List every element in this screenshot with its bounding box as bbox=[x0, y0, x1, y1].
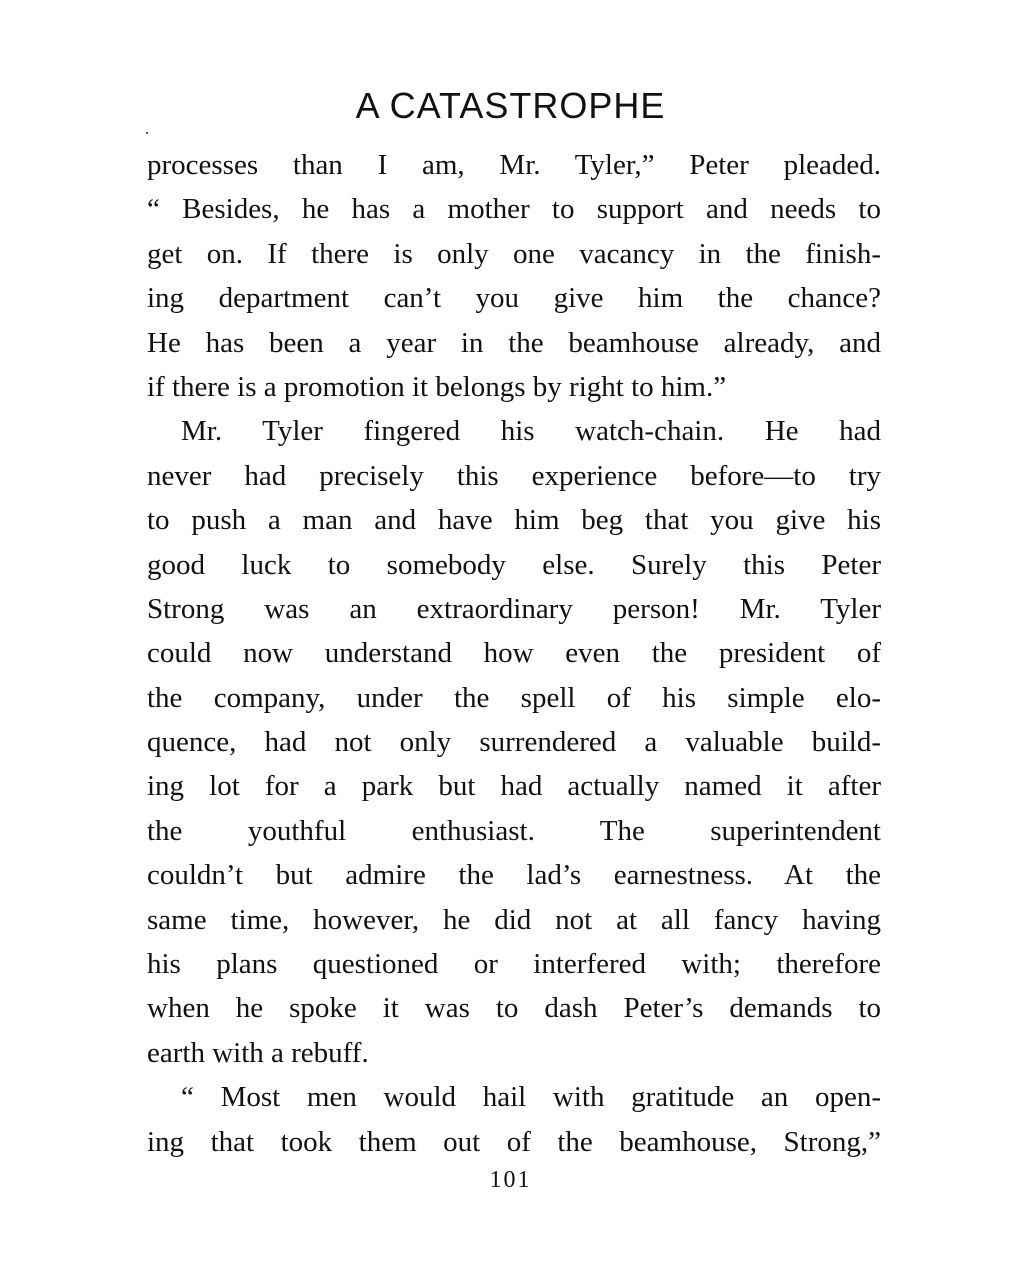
text-line: “ Most men would hail with gratitude an open- bbox=[181, 1081, 881, 1114]
text-line: get on. If there is only one vacancy in the finish- bbox=[147, 237, 881, 270]
text-line: could now understand how even the president of bbox=[147, 637, 881, 670]
text-line: same time, however, he did not at all fancy having bbox=[147, 903, 881, 936]
text-line: Mr. Tyler fingered his watch-chain. He had bbox=[181, 415, 881, 448]
text-line: quence, had not only surrendered a valuable build- bbox=[147, 726, 881, 759]
body-text bbox=[147, 143, 881, 1164]
text-line: Strong was an extraordinary person! Mr. Tyler bbox=[147, 592, 881, 625]
page-number: 101 bbox=[489, 1167, 532, 1193]
print-speck bbox=[146, 132, 148, 134]
running-head: A CATASTROPHE bbox=[355, 85, 666, 126]
text-line: to push a man and have him beg that you give his bbox=[147, 504, 881, 537]
text-line: earth with a rebuff. bbox=[147, 1036, 369, 1069]
text-line: ing lot for a park but had actually named it after bbox=[147, 770, 881, 803]
text-line: couldn’t but admire the lad’s earnestness. At the bbox=[147, 859, 881, 892]
text-line: when he spoke it was to dash Peter’s demands to bbox=[147, 992, 881, 1025]
text-line: the company, under the spell of his simple elo- bbox=[147, 681, 881, 714]
text-line: his plans questioned or interfered with; therefore bbox=[147, 948, 881, 981]
text-line: He has been a year in the beamhouse already, and bbox=[147, 326, 881, 359]
text-line: good luck to somebody else. Surely this Peter bbox=[147, 548, 881, 581]
text-line: “ Besides, he has a mother to support and needs to bbox=[147, 193, 881, 226]
text-line: processes than I am, Mr. Tyler,” Peter pleaded. bbox=[147, 149, 881, 181]
text-line: ing that took them out of the beamhouse, Strong,” bbox=[147, 1125, 881, 1158]
text-line: if there is a promotion it belongs by right to him.” bbox=[147, 370, 727, 403]
text-line: ing department can’t you give him the chance? bbox=[147, 282, 881, 315]
text-line: the youthful enthusiast. The superintendent bbox=[147, 814, 881, 847]
text-line: never had precisely this experience before—to try bbox=[147, 459, 881, 492]
